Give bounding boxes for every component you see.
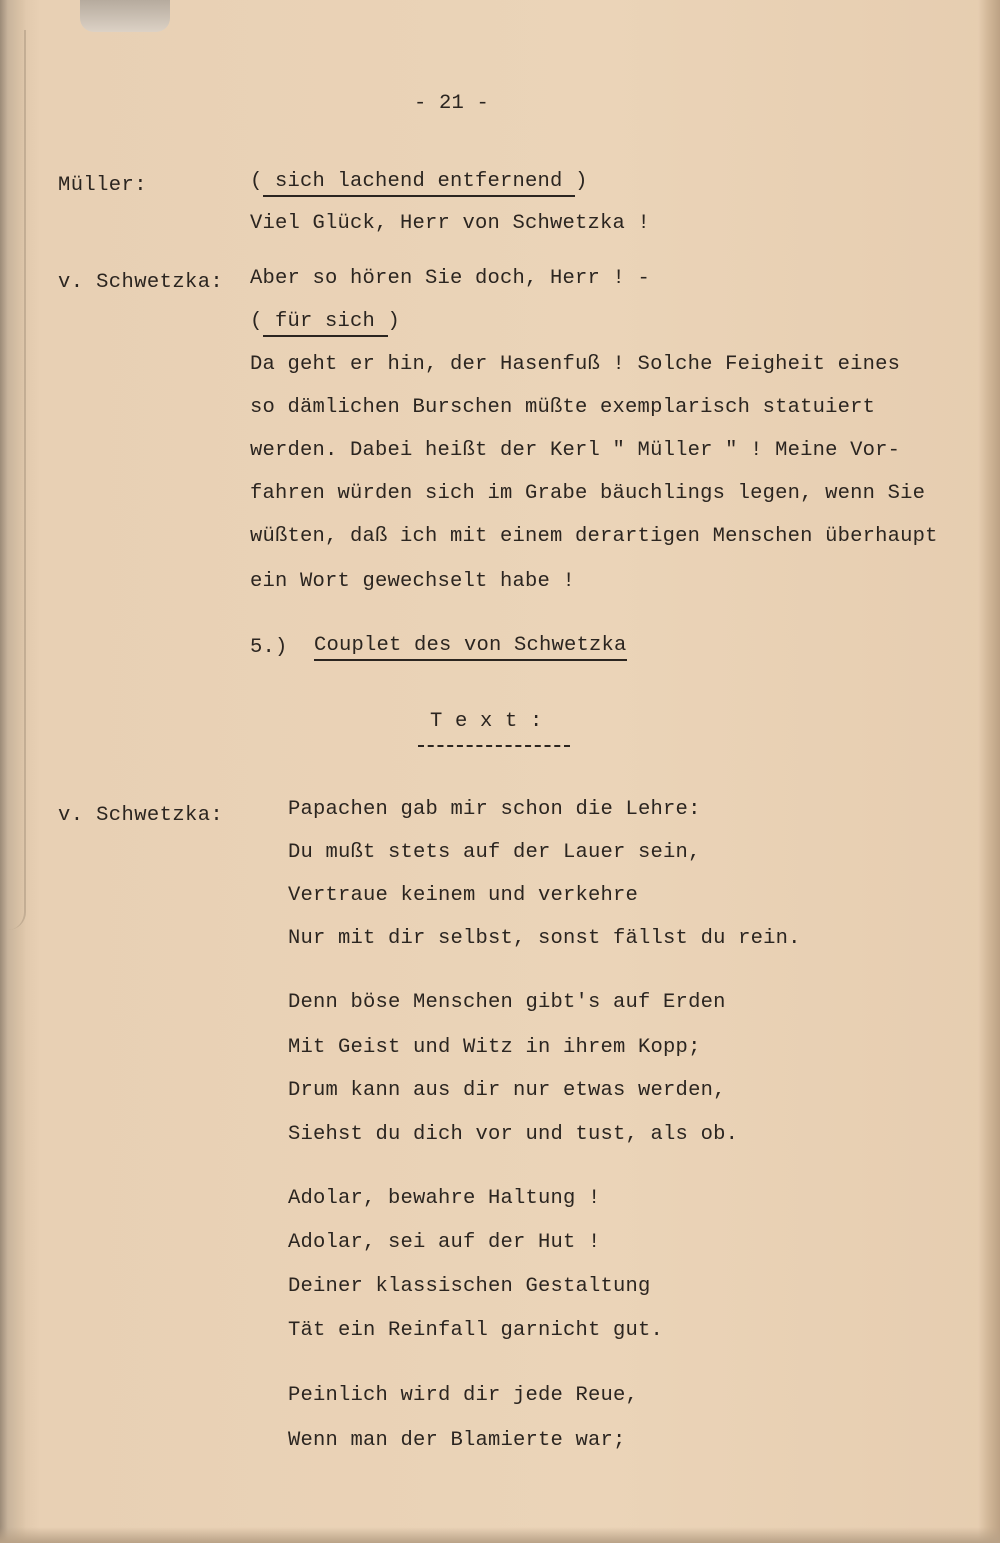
dialogue-line: fahren würden sich im Grabe bäuchlings legen, wenn Sie xyxy=(250,482,926,505)
verse-line: Peinlich wird dir jede Reue, xyxy=(288,1384,639,1407)
verse-line: Vertraue keinem und verkehre xyxy=(288,884,639,907)
couplet-number: 5.) xyxy=(250,636,288,659)
verse-line: Papachen gab mir schon die Lehre: xyxy=(288,798,701,821)
text-heading: T e x t : xyxy=(430,710,543,733)
speaker-schwetzka: v. Schwetzka: xyxy=(58,271,224,294)
page-bottom-edge xyxy=(0,1527,1000,1543)
heading-underline xyxy=(418,745,570,747)
dialogue-line: werden. Dabei heißt der Kerl " Müller " ! Meine Vor- xyxy=(250,439,901,462)
page-binding-curve xyxy=(8,30,26,930)
verse-line: Mit Geist und Witz in ihrem Kopp; xyxy=(288,1036,701,1059)
verse-line: Deiner klassischen Gestaltung xyxy=(288,1275,651,1298)
verse-line: Nur mit dir selbst, sonst fällst du rein. xyxy=(288,927,801,950)
page-number: - 21 - xyxy=(414,92,490,115)
stage-direction-text: sich lachend entfernend xyxy=(263,170,576,197)
stage-direction-open: ( xyxy=(250,170,263,193)
dialogue-line: so dämlichen Burschen müßte exemplarisch statuiert xyxy=(250,396,876,419)
paper-clip-shadow xyxy=(80,0,170,32)
dialogue-line: Viel Glück, Herr von Schwetzka ! xyxy=(250,212,651,235)
verse-line: Tät ein Reinfall garnicht gut. xyxy=(288,1319,664,1342)
dialogue-line: Da geht er hin, der Hasenfuß ! Solche Feigheit eines xyxy=(250,353,901,376)
dialogue-line: Aber so hören Sie doch, Herr ! - xyxy=(250,267,651,290)
stage-direction-2 xyxy=(250,312,400,333)
verse-line: Du mußt stets auf der Lauer sein, xyxy=(288,841,701,864)
verse-line: Denn böse Menschen gibt's auf Erden xyxy=(288,991,726,1014)
verse-line: Wenn man der Blamierte war; xyxy=(288,1429,626,1452)
verse-line: Adolar, sei auf der Hut ! xyxy=(288,1231,601,1254)
speaker-mueller: Müller: xyxy=(58,174,147,197)
page-right-edge xyxy=(978,0,1000,1543)
couplet-title: Couplet des von Schwetzka xyxy=(314,636,627,661)
stage-direction-close: ) xyxy=(575,170,588,193)
speaker-schwetzka-song: v. Schwetzka: xyxy=(58,804,224,827)
dialogue-line: ein Wort gewechselt habe ! xyxy=(250,570,576,593)
dialogue-line: wüßten, daß ich mit einem derartigen Menschen überhaupt xyxy=(250,525,938,548)
verse-line: Siehst du dich vor und tust, als ob. xyxy=(288,1123,739,1146)
stage-direction-close: ) xyxy=(387,310,401,333)
verse-line: Drum kann aus dir nur etwas werden, xyxy=(288,1079,726,1102)
stage-direction-text: für sich xyxy=(263,310,388,337)
stage-direction-open: ( xyxy=(250,310,263,333)
stage-direction-1 xyxy=(250,172,588,193)
verse-line: Adolar, bewahre Haltung ! xyxy=(288,1187,601,1210)
